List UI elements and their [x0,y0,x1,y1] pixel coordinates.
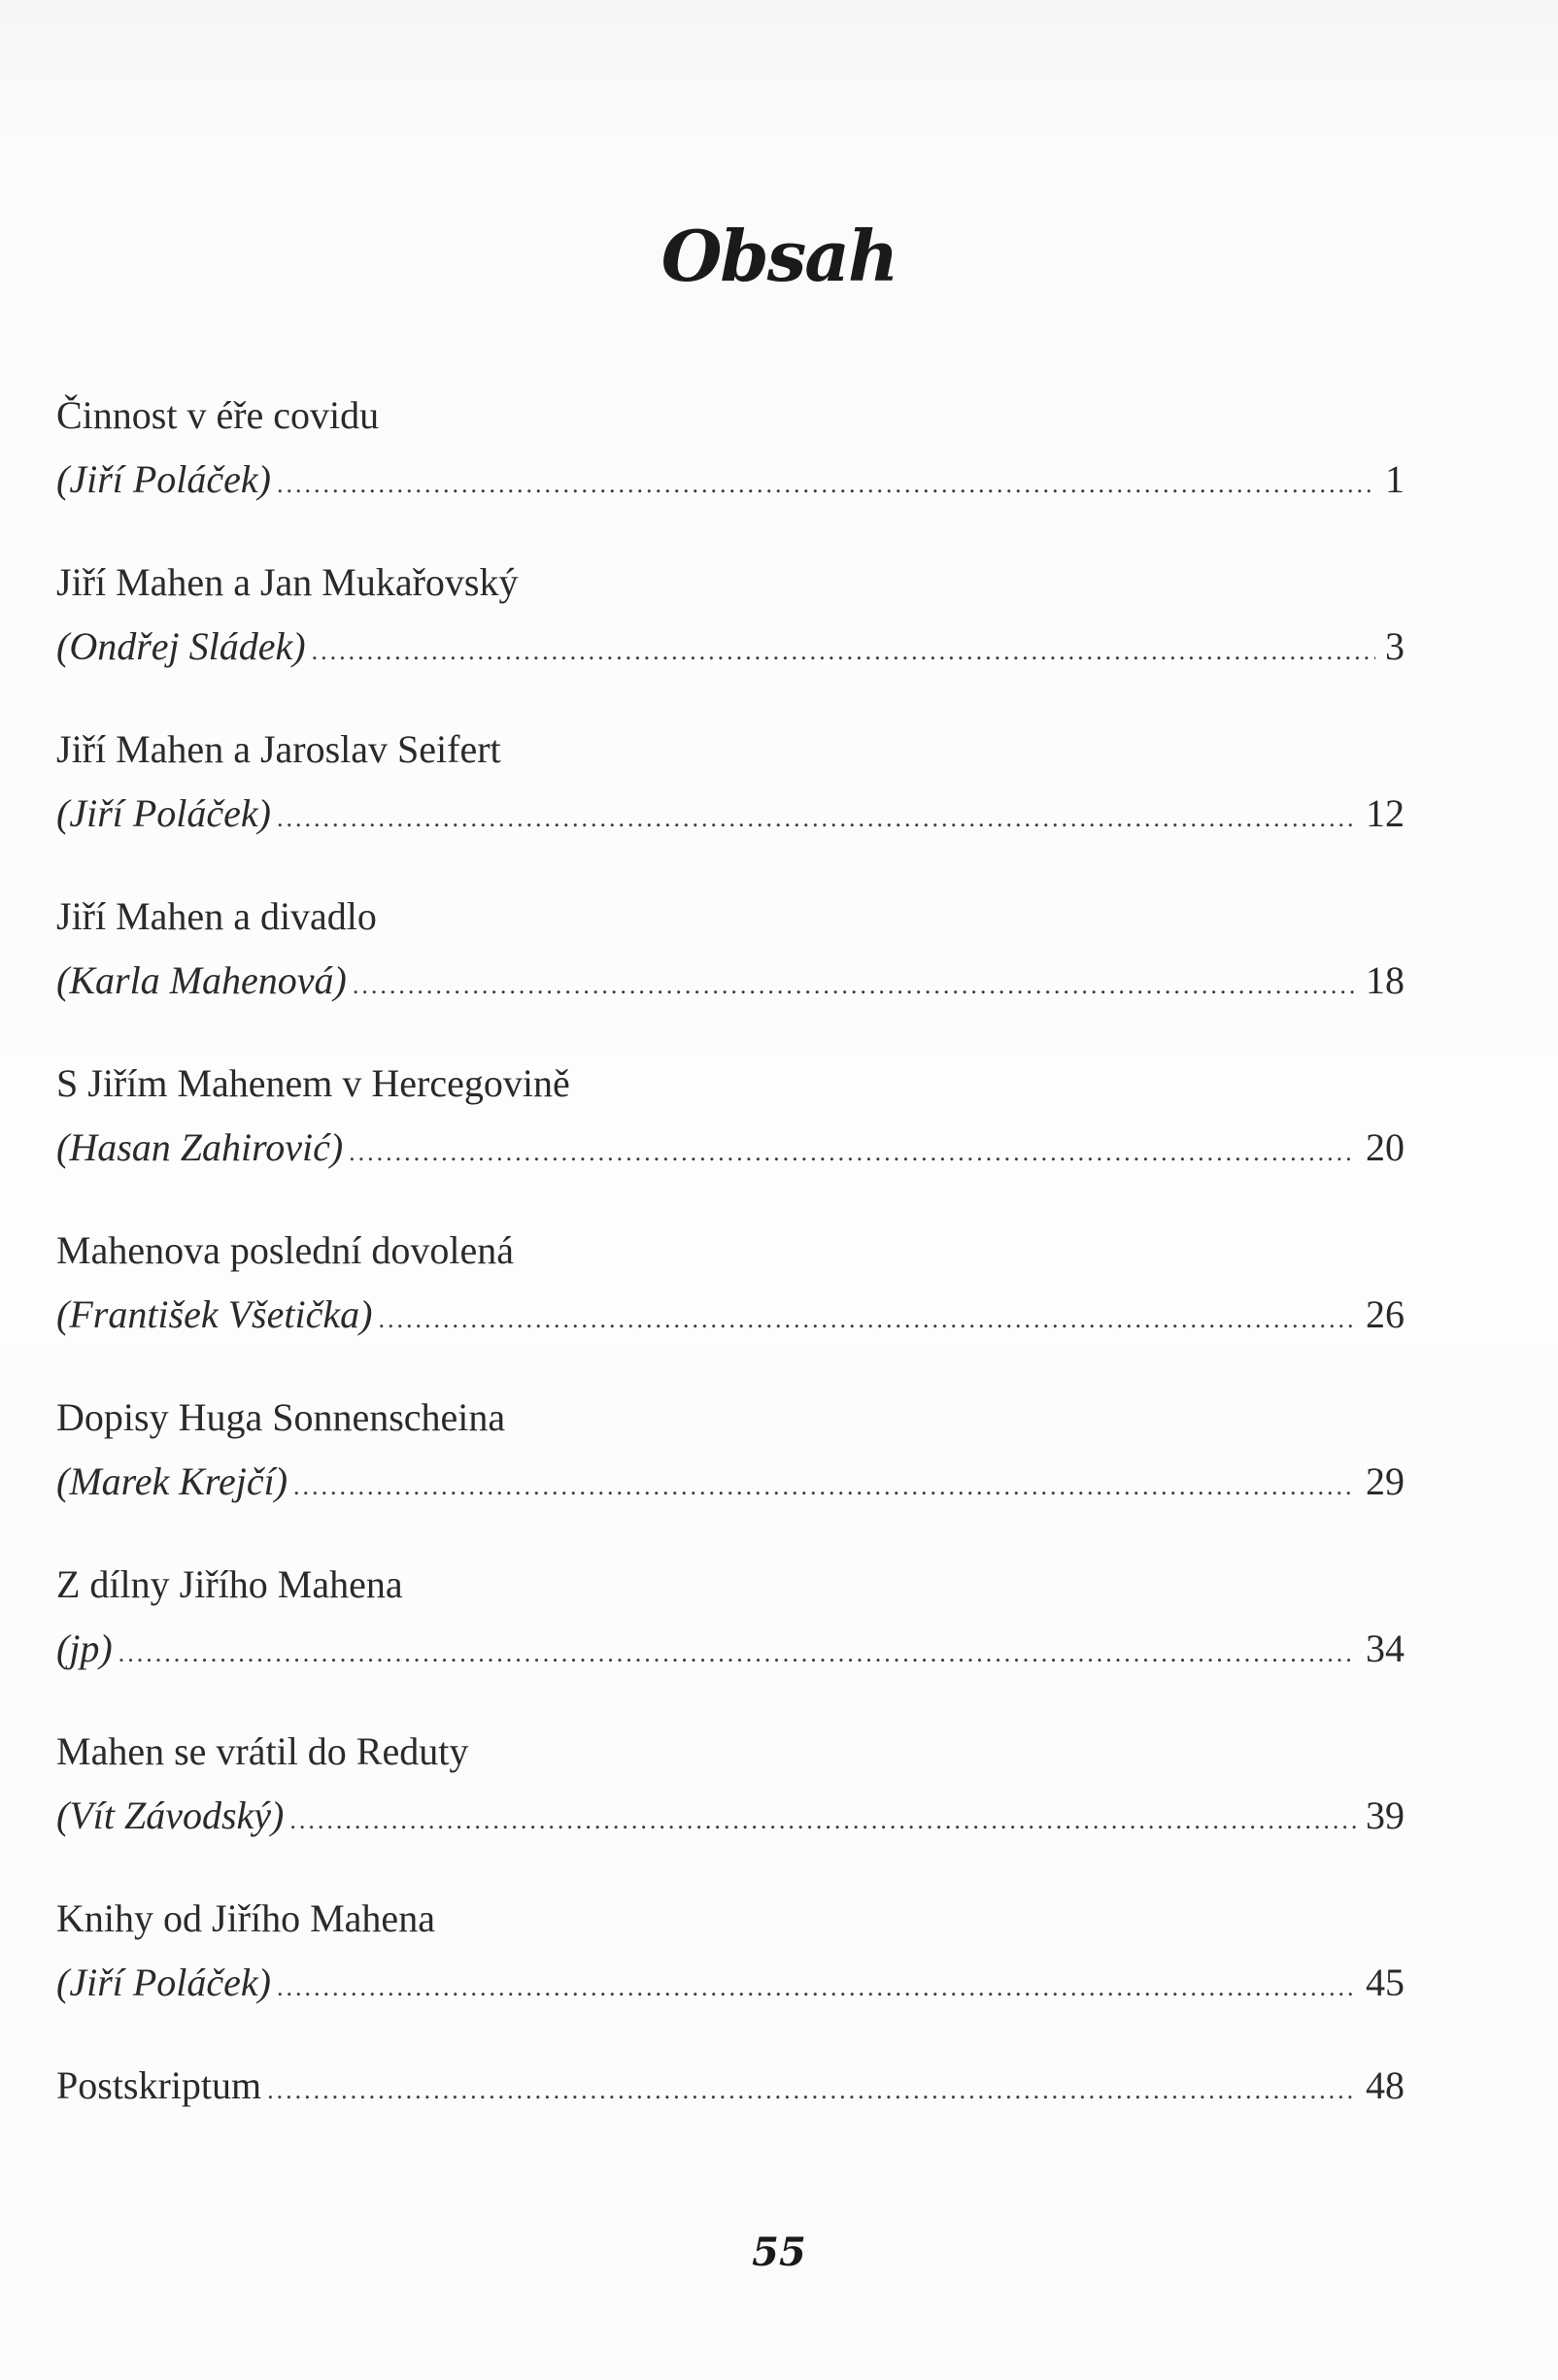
toc-entry [56,1055,1405,1222]
toc-entry-line [56,952,1405,1010]
toc-entry-line [56,1787,1405,1845]
page-title: Obsah [660,215,898,297]
toc-entry-line [56,785,1405,843]
toc-entry-author: (Jiří Poláček) [56,1961,271,2004]
toc-entry-line [56,1453,1405,1511]
toc-entry-title: Z dílny Jiřího Mahena [56,1562,403,1606]
toc-entry [56,386,1405,553]
table-of-contents [56,386,1405,2127]
dot-leader [289,1792,1356,1850]
toc-entry-line [56,618,1405,676]
toc-entry-title: Činnost v éře covidu [56,393,380,437]
dot-leader [277,455,1375,514]
toc-entry-title: Jiří Mahen a Jan Mukařovský [56,560,519,604]
toc-entry [56,1222,1405,1389]
toc-entry-page: 12 [1366,791,1405,835]
toc-entry-page: 29 [1366,1459,1405,1503]
toc-entry [56,1890,1405,2057]
toc-entry-author: (Hasan Zahirović) [56,1125,344,1169]
toc-entry-title: S Jiřím Mahenem v Hercegovině [56,1061,570,1105]
toc-entry-title: Dopisy Huga Sonnenscheina [56,1395,506,1439]
toc-entry-title: Mahen se vrátil do Reduty [56,1729,469,1773]
dot-leader [293,1458,1356,1516]
dot-leader [378,1291,1356,1349]
dot-leader [267,2062,1356,2120]
toc-entry [56,553,1405,721]
toc-entry-author: (Karla Mahenová) [56,958,347,1002]
toc-entry-title: Jiří Mahen a divadlo [56,894,377,938]
toc-entry [56,1556,1405,1723]
dot-leader [277,1959,1356,2017]
toc-entry-line [56,1119,1405,1177]
toc-entry-page: 1 [1385,457,1405,501]
toc-entry-line [56,1954,1405,2012]
dot-leader [119,1625,1356,1683]
toc-entry-title: Knihy od Jiřího Mahena [56,1896,435,1940]
toc-entry-author: (Jiří Poláček) [56,457,271,501]
toc-entry-author: (Vít Závodský) [56,1793,285,1837]
toc-entry-line [56,1286,1405,1344]
toc-entry-page: 39 [1366,1793,1405,1837]
dot-leader [277,789,1356,848]
toc-entry-page: 45 [1366,1961,1405,2004]
toc-entry-author: (jp) [56,1626,113,1670]
page-number: 55 [752,2229,806,2275]
toc-entry-page: 26 [1366,1292,1405,1336]
toc-entry-page: 18 [1366,958,1405,1002]
toc-entry-author: (Jiří Poláček) [56,791,271,835]
dot-leader [353,956,1356,1015]
toc-entry-page: 34 [1366,1626,1405,1670]
toc-entry [56,721,1405,888]
toc-entry-page: 48 [1366,2063,1405,2107]
toc-entry-author: (František Všetička) [56,1292,373,1336]
toc-entry-line [56,451,1405,509]
toc-entry-author: (Marek Krejčí) [56,1459,288,1503]
toc-entry [56,1389,1405,1556]
toc-entry-title: Mahenova poslední dovolená [56,1228,514,1272]
toc-entry-line [56,2057,1405,2115]
toc-entry [56,1723,1405,1890]
toc-entry-line [56,1620,1405,1678]
dot-leader [349,1123,1356,1182]
toc-entry [56,888,1405,1055]
toc-entry-title: Postskriptum [56,2063,262,2107]
toc-entry-title: Jiří Mahen a Jaroslav Seifert [56,727,501,771]
toc-entry-page: 20 [1366,1125,1405,1169]
toc-entry-page: 3 [1385,624,1405,668]
toc-entry-author: (Ondřej Sládek) [56,624,306,668]
dot-leader [312,622,1375,681]
toc-entry-postscript [56,2057,1405,2127]
